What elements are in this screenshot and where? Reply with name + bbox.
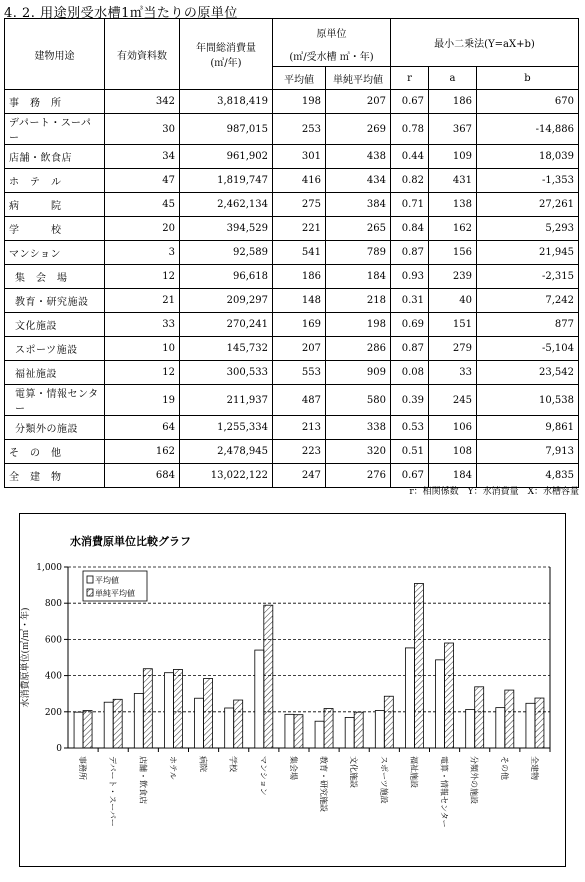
x-tick-label: ホテル [168, 756, 178, 780]
header-least-squares: 最小二乗法(Y=aX+b) [391, 19, 579, 67]
chart-title: 水消費原単位比較グラフ [70, 535, 191, 548]
y-tick-label: 200 [44, 707, 62, 718]
row-a: 151 [429, 313, 477, 337]
row-simple-average: 269 [326, 114, 391, 145]
row-b: 9,861 [477, 416, 579, 440]
row-r: 0.87 [391, 241, 429, 265]
row-b: 21,945 [477, 241, 579, 265]
row-count: 12 [105, 361, 180, 385]
row-b: 877 [477, 313, 579, 337]
y-tick-label: 1,000 [36, 563, 62, 573]
bar-simple-average [113, 699, 122, 748]
row-a: 367 [429, 114, 477, 145]
row-name: 分類外の施設 [5, 416, 105, 440]
x-tick-label: 店舗・飲食店 [138, 756, 148, 804]
row-average: 186 [273, 265, 326, 289]
row-a: 186 [429, 90, 477, 114]
header-r: r [391, 67, 429, 90]
row-a: 239 [429, 265, 477, 289]
row-total: 961,902 [180, 145, 273, 169]
row-b: -5,104 [477, 337, 579, 361]
row-name: スポーツ施設 [5, 337, 105, 361]
bar-average [315, 721, 324, 748]
row-a: 40 [429, 289, 477, 313]
row-average: 213 [273, 416, 326, 440]
row-a: 162 [429, 217, 477, 241]
row-count: 45 [105, 193, 180, 217]
row-a: 156 [429, 241, 477, 265]
row-b: 27,261 [477, 193, 579, 217]
legend-label-average: 平均値 [95, 576, 119, 585]
row-total: 987,015 [180, 114, 273, 145]
header-b: b [477, 67, 579, 90]
row-count: 47 [105, 169, 180, 193]
row-count: 3 [105, 241, 180, 265]
row-simple-average: 909 [326, 361, 391, 385]
bar-simple-average [384, 696, 393, 748]
row-count: 34 [105, 145, 180, 169]
bar-simple-average [143, 669, 152, 748]
row-a: 109 [429, 145, 477, 169]
x-tick-label: 分類外の施設 [469, 756, 479, 804]
row-simple-average: 276 [326, 464, 391, 488]
x-tick-label: 集会場 [288, 756, 298, 780]
row-b: -2,315 [477, 265, 579, 289]
bar-simple-average [234, 700, 243, 748]
row-name: マンション [5, 241, 105, 265]
row-count: 19 [105, 385, 180, 416]
y-tick-label: 400 [44, 671, 62, 682]
x-tick-label: 電算・情報センター [439, 756, 449, 828]
row-total: 1,255,334 [180, 416, 273, 440]
bar-simple-average [294, 715, 303, 748]
bar-average [195, 698, 204, 748]
bar-average [496, 708, 505, 748]
row-total: 92,589 [180, 241, 273, 265]
bar-average [285, 714, 294, 748]
header-a: a [429, 67, 477, 90]
row-r: 0.51 [391, 440, 429, 464]
header-building-use: 建物用途 [5, 19, 105, 90]
row-r: 0.93 [391, 265, 429, 289]
row-simple-average: 789 [326, 241, 391, 265]
x-tick-label: 事務所 [78, 756, 88, 780]
row-b: -14,886 [477, 114, 579, 145]
row-name: ホ テ ル [5, 169, 105, 193]
row-average: 301 [273, 145, 326, 169]
y-tick-label: 0 [56, 744, 62, 754]
row-a: 245 [429, 385, 477, 416]
row-simple-average: 384 [326, 193, 391, 217]
x-tick-label: 文化施設 [349, 756, 359, 788]
row-b: -1,353 [477, 169, 579, 193]
row-average: 487 [273, 385, 326, 416]
bar-average [345, 717, 354, 748]
bar-simple-average [414, 583, 423, 748]
bar-average [375, 711, 384, 748]
row-average: 541 [273, 241, 326, 265]
row-count: 33 [105, 313, 180, 337]
bar-average [255, 650, 264, 748]
bar-average [405, 648, 414, 748]
bar-average [164, 673, 173, 748]
header-unit-sub: (㎥/受水槽 ㎥・年) [273, 45, 391, 67]
row-a: 184 [429, 464, 477, 488]
row-total: 96,618 [180, 265, 273, 289]
row-name: そ の 他 [5, 440, 105, 464]
row-simple-average: 218 [326, 289, 391, 313]
bar-average [526, 703, 535, 748]
table-note: r：相関係数 Y：水消費量 X：水槽容量 [409, 487, 579, 497]
row-total: 211,937 [180, 385, 273, 416]
bar-simple-average [324, 709, 333, 748]
row-b: 10,538 [477, 385, 579, 416]
header-annual-total-unit: (㎥/年) [210, 58, 242, 69]
legend-swatch-average [87, 576, 93, 583]
bar-simple-average [264, 605, 273, 748]
row-total: 1,819,747 [180, 169, 273, 193]
row-name: 教育・研究施設 [5, 289, 105, 313]
row-total: 3,818,419 [180, 90, 273, 114]
row-b: 7,242 [477, 289, 579, 313]
row-r: 0.08 [391, 361, 429, 385]
bar-simple-average [475, 687, 484, 748]
row-total: 145,732 [180, 337, 273, 361]
row-total: 2,478,945 [180, 440, 273, 464]
row-simple-average: 580 [326, 385, 391, 416]
row-b: 23,542 [477, 361, 579, 385]
row-total: 2,462,134 [180, 193, 273, 217]
row-total: 13,022,122 [180, 464, 273, 488]
row-average: 148 [273, 289, 326, 313]
x-tick-label: 学校 [228, 756, 238, 772]
header-unit: 原単位 [273, 19, 391, 46]
bar-average [466, 709, 475, 748]
x-tick-label: スポーツ施設 [379, 756, 389, 804]
row-average: 416 [273, 169, 326, 193]
row-b: 670 [477, 90, 579, 114]
row-name: 文化施設 [5, 313, 105, 337]
bar-simple-average [505, 690, 514, 748]
bar-simple-average [535, 698, 544, 748]
bar-simple-average [204, 678, 213, 748]
x-tick-label: 福祉施設 [409, 756, 419, 788]
row-r: 0.87 [391, 337, 429, 361]
row-a: 138 [429, 193, 477, 217]
header-valid-count: 有効資料数 [105, 19, 180, 90]
row-simple-average: 434 [326, 169, 391, 193]
row-average: 207 [273, 337, 326, 361]
row-count: 20 [105, 217, 180, 241]
y-axis-label: 水消費原単位(㎥/㎥・年) [21, 607, 31, 708]
row-name: デパート・スーパー [5, 114, 105, 145]
bar-average [436, 660, 445, 748]
row-average: 247 [273, 464, 326, 488]
row-average: 169 [273, 313, 326, 337]
legend-label-simple-average: 単純平均値 [95, 589, 135, 598]
row-simple-average: 338 [326, 416, 391, 440]
row-simple-average: 184 [326, 265, 391, 289]
row-r: 0.69 [391, 313, 429, 337]
row-name: 福祉施設 [5, 361, 105, 385]
bar-simple-average [354, 712, 363, 748]
row-average: 198 [273, 90, 326, 114]
bar-average [104, 702, 113, 748]
bar-simple-average [83, 711, 92, 748]
row-name: 病 院 [5, 193, 105, 217]
row-a: 431 [429, 169, 477, 193]
row-a: 108 [429, 440, 477, 464]
row-count: 21 [105, 289, 180, 313]
row-count: 64 [105, 416, 180, 440]
legend-swatch-simple-average [87, 589, 93, 596]
bar-average [134, 694, 143, 748]
bar-average [74, 712, 83, 748]
x-tick-label: 病院 [198, 756, 208, 772]
header-annual-total-label: 年間総消費量 [196, 43, 256, 54]
x-tick-label: その他 [499, 756, 509, 780]
row-r: 0.84 [391, 217, 429, 241]
row-average: 253 [273, 114, 326, 145]
row-name: 事 務 所 [5, 90, 105, 114]
y-tick-label: 800 [44, 599, 62, 610]
x-tick-label: デパート・スーパー [108, 756, 118, 827]
row-a: 279 [429, 337, 477, 361]
row-simple-average: 320 [326, 440, 391, 464]
bar-simple-average [445, 643, 454, 748]
row-count: 342 [105, 90, 180, 114]
bar-average [225, 708, 234, 748]
header-average: 平均値 [273, 67, 326, 90]
row-r: 0.31 [391, 289, 429, 313]
x-tick-label: 全建物 [529, 756, 539, 780]
row-name: 学 校 [5, 217, 105, 241]
row-total: 209,297 [180, 289, 273, 313]
row-name: 店舗・飲食店 [5, 145, 105, 169]
row-average: 553 [273, 361, 326, 385]
row-count: 684 [105, 464, 180, 488]
page-title: 4. 2. 用途別受水槽1㎥当たりの原単位 [4, 6, 238, 21]
row-count: 30 [105, 114, 180, 145]
header-simple-average: 単純平均値 [326, 67, 391, 90]
row-r: 0.67 [391, 90, 429, 114]
row-a: 106 [429, 416, 477, 440]
row-total: 300,533 [180, 361, 273, 385]
row-name: 全 建 物 [5, 464, 105, 488]
row-r: 0.53 [391, 416, 429, 440]
row-count: 10 [105, 337, 180, 361]
row-name: 集 会 場 [5, 265, 105, 289]
bar-simple-average [173, 669, 182, 748]
row-r: 0.78 [391, 114, 429, 145]
row-b: 5,293 [477, 217, 579, 241]
row-total: 270,241 [180, 313, 273, 337]
row-average: 275 [273, 193, 326, 217]
row-a: 33 [429, 361, 477, 385]
row-simple-average: 207 [326, 90, 391, 114]
row-r: 0.39 [391, 385, 429, 416]
row-r: 0.67 [391, 464, 429, 488]
row-count: 162 [105, 440, 180, 464]
row-simple-average: 286 [326, 337, 391, 361]
row-r: 0.82 [391, 169, 429, 193]
y-tick-label: 600 [44, 635, 62, 646]
row-name: 電算・情報センター [5, 385, 105, 416]
row-total: 394,529 [180, 217, 273, 241]
row-simple-average: 265 [326, 217, 391, 241]
row-simple-average: 198 [326, 313, 391, 337]
row-count: 12 [105, 265, 180, 289]
row-r: 0.71 [391, 193, 429, 217]
row-average: 221 [273, 217, 326, 241]
row-simple-average: 438 [326, 145, 391, 169]
row-r: 0.44 [391, 145, 429, 169]
x-tick-label: マンション [258, 756, 268, 796]
row-b: 4,835 [477, 464, 579, 488]
row-average: 223 [273, 440, 326, 464]
row-b: 7,913 [477, 440, 579, 464]
x-tick-label: 教育・研究施設 [319, 756, 329, 812]
row-b: 18,039 [477, 145, 579, 169]
